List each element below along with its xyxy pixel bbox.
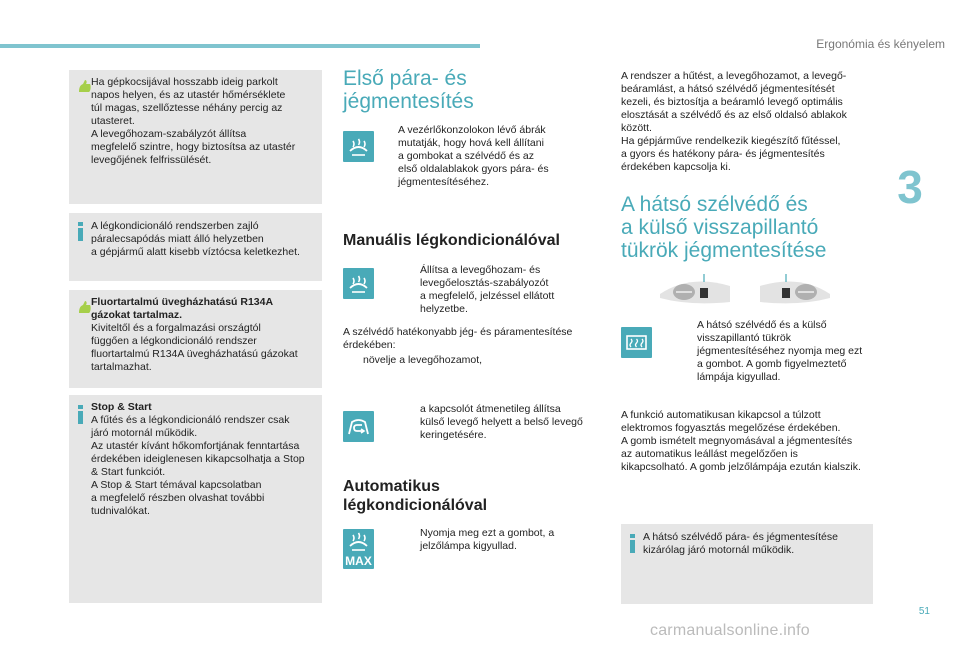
manual-step-1: Állítsa a levegőhozam- és levegőelosztás-szabályozót a megfelelő, jelzéssel ellátott helyzetbe. <box>420 264 555 315</box>
info-icon <box>78 405 83 429</box>
manual-paragraph: A szélvédő hatékonyabb jég- és páramentesítése érdekében: <box>343 326 573 351</box>
note-text-stop-start: Stop & Start A fűtés és a légkondicionáló rendszer csak járó motornál működik. Az utastér kívánt hőkomfortjának fenntartása érdekében ideiglenesen kikapcsolhatja a Stop & Start funkciót. A Stop & Start témával kapcsolatban a megfelelő részben olvashat további tudnivalókat. <box>91 401 305 517</box>
note-text-rear-demist: A hátsó szélvédő pára- és jégmentesítése kizárólag járó motornál működik. <box>643 531 838 556</box>
info-icon <box>630 534 635 558</box>
note-text-condensation: A légkondicionáló rendszerben zajló páralecsapódás miatt álló helyzetben a gépjármű alatt kisebb víztócsa keletkezhet. <box>91 220 300 258</box>
mirror-demist-illustration <box>660 272 830 317</box>
rear-demist-step: A hátsó szélvédő és a külső visszapillantó tükrök jégmentesítéséhez nyomja meg ezt a gombot. A gomb figyelmeztető lámpája kigyullad. <box>697 319 863 383</box>
chapter-number: 3 <box>897 161 923 213</box>
auto-off-paragraph: A funkció automatikusan kikapcsol a túlzott elektromos fogyasztás megelőzése érdekében. A gomb ismételt megnyomásával a jégmentesítés az automatikus leállást megelőzően is kikapcsolható. A gomb jelzőlámpája ezután kialszik. <box>621 409 861 473</box>
auto-system-paragraph: A rendszer a hűtést, a levegőhozamot, a levegő- beáramlást, a hátsó szélvédő jégmentesítését kezeli, és biztosítja a beáramló levegő optimális elosztását a szélvédő és az első oldalsó ablakok között. Ha gépjárműve rendelkezik kiegészítő fűtéssel, a gyors és hatékony pára- és jégmentesítés érdekében kapcsolja ki. <box>621 70 847 173</box>
manual-step-2: a kapcsolót átmenetileg állítsa külső levegő helyett a belső levegő keringetésére. <box>420 403 583 441</box>
windscreen-demist-icon <box>343 268 374 299</box>
windscreen-demist-icon <box>343 131 374 162</box>
heading-automatic-ac: Automatikus légkondicionálóval <box>343 478 488 514</box>
page-number: 51 <box>918 606 930 617</box>
rear-window-demist-icon <box>621 327 652 358</box>
heading-manual-ac: Manuális légkondicionálóval <box>343 232 560 249</box>
note-text-parking: Ha gépkocsijával hosszabb ideig parkolt napos helyen, és az utastér hőmérséklete túl magas, szellőztesse néhány percig az utasteret. A levegőhozam-szabályzót állítsa megfelelő szintre, hogy biztosítsa az utastér levegőjének felfrissülését. <box>91 76 296 166</box>
header-rule <box>0 44 480 48</box>
section-title-rear-demist: A hátsó szélvédő és a külső visszapillantó tükrök jégmentesítése <box>621 193 827 262</box>
max-demist-icon <box>343 529 374 569</box>
auto-step: Nyomja meg ezt a gombot, a jelzőlámpa kigyullad. <box>420 527 555 552</box>
note-text-r134a: Fluortartalmú üvegházhatású R134A gázokat tartalmaz. Kiviteltől és a forgalmazási országtól függően a légkondicionáló rendszer fluortartalmú R134A üvegházhatású gázokat tartalmazhat. <box>91 296 298 373</box>
watermark: carmanualsonline.info <box>650 622 810 639</box>
section-header: Ergonómia és kényelem <box>816 37 945 51</box>
thumb-icon <box>78 79 92 98</box>
air-recirculation-icon <box>343 411 374 442</box>
intro-text: A vezérlőkonzolokon lévő ábrák mutatják, hogy hová kell állítani a gombokat a szélvédő és az első oldalablakok gyors pára- és jégmentesítéséhez. <box>398 124 549 188</box>
manual-bullet-airflow: növelje a levegőhozamot, <box>363 354 483 366</box>
max-label: MAX <box>345 554 372 568</box>
section-title-front-demist: Első pára- és jégmentesítés <box>343 67 474 113</box>
info-icon <box>78 222 83 246</box>
thumb-icon <box>78 300 92 319</box>
